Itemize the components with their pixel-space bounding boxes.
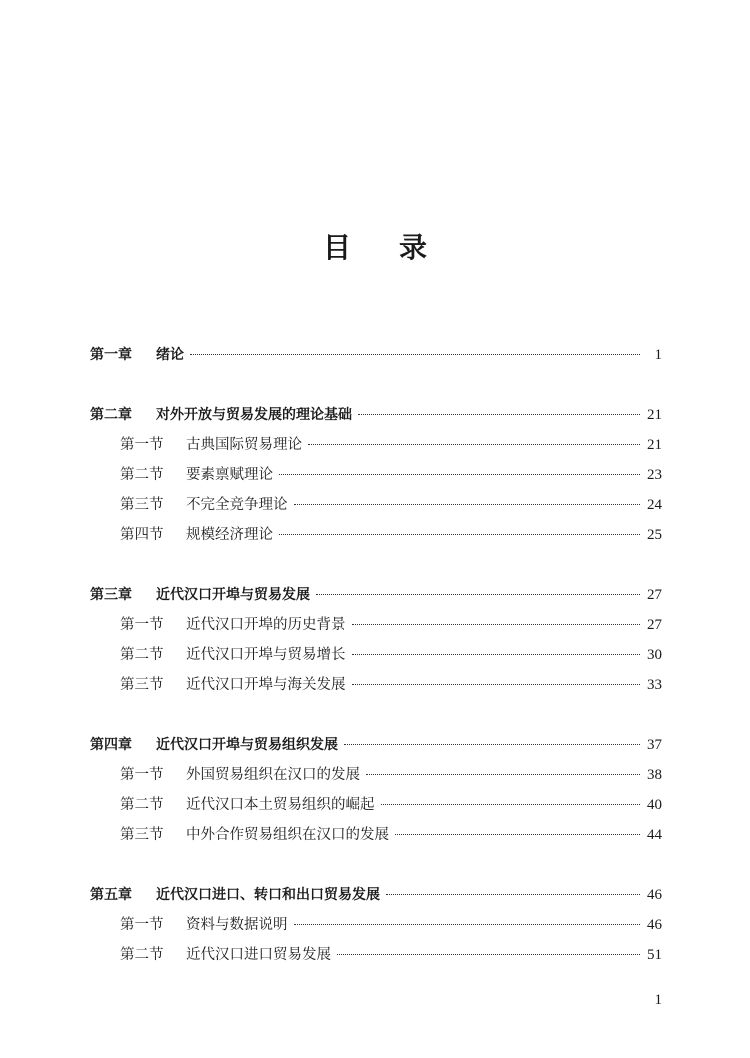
section-number: 第一节 bbox=[120, 767, 164, 783]
dot-leader bbox=[386, 894, 640, 895]
toc-section-2-2[interactable] bbox=[90, 460, 662, 490]
toc-section-2-4[interactable] bbox=[90, 520, 662, 550]
section-number: 第二节 bbox=[120, 947, 164, 963]
chapter-title: 对外开放与贸易发展的理论基础 bbox=[156, 407, 352, 423]
toc-chapter-1[interactable] bbox=[90, 340, 662, 370]
chapter-number: 第三章 bbox=[90, 587, 132, 603]
page-number: 37 bbox=[647, 737, 662, 753]
section-title: 近代汉口本土贸易组织的崛起 bbox=[186, 797, 375, 813]
dot-leader bbox=[294, 924, 641, 925]
page-number: 25 bbox=[647, 527, 662, 543]
page-number: 24 bbox=[647, 497, 662, 513]
toc-section-3-3[interactable] bbox=[90, 670, 662, 700]
page-number: 38 bbox=[647, 767, 662, 783]
dot-leader bbox=[308, 444, 640, 445]
dot-leader bbox=[190, 354, 640, 355]
chapter-title: 近代汉口进口、转口和出口贸易发展 bbox=[156, 887, 380, 903]
page-number: 21 bbox=[647, 437, 662, 453]
section-title: 要素禀赋理论 bbox=[186, 467, 273, 483]
chapter-title: 近代汉口开埠与贸易组织发展 bbox=[156, 737, 338, 753]
section-number: 第三节 bbox=[120, 677, 164, 693]
chapter-group bbox=[90, 400, 662, 550]
section-number: 第二节 bbox=[120, 467, 164, 483]
dot-leader bbox=[395, 834, 640, 835]
toc-section-3-1[interactable] bbox=[90, 610, 662, 640]
page-number: 33 bbox=[647, 677, 662, 693]
chapter-number: 第二章 bbox=[90, 407, 132, 423]
section-number: 第三节 bbox=[120, 827, 164, 843]
section-number: 第二节 bbox=[120, 647, 164, 663]
dot-leader bbox=[279, 474, 640, 475]
section-title: 不完全竞争理论 bbox=[186, 497, 288, 513]
section-title: 近代汉口开埠与海关发展 bbox=[186, 677, 346, 693]
page-number: 21 bbox=[647, 407, 662, 423]
page-number: 46 bbox=[647, 887, 662, 903]
section-title: 规模经济理论 bbox=[186, 527, 273, 543]
toc-chapter-4[interactable] bbox=[90, 730, 662, 760]
section-number: 第四节 bbox=[120, 527, 164, 543]
chapter-group bbox=[90, 880, 662, 970]
section-number: 第二节 bbox=[120, 797, 164, 813]
toc-section-5-1[interactable] bbox=[90, 910, 662, 940]
page-number: 1 bbox=[654, 347, 662, 363]
dot-leader bbox=[337, 954, 640, 955]
section-title: 外国贸易组织在汉口的发展 bbox=[186, 767, 360, 783]
page-number: 51 bbox=[647, 947, 662, 963]
dot-leader bbox=[352, 624, 641, 625]
toc-chapter-3[interactable] bbox=[90, 580, 662, 610]
dot-leader bbox=[294, 504, 641, 505]
section-title: 中外合作贸易组织在汉口的发展 bbox=[186, 827, 389, 843]
toc-section-2-1[interactable] bbox=[90, 430, 662, 460]
page-number: 30 bbox=[647, 647, 662, 663]
section-title: 古典国际贸易理论 bbox=[186, 437, 302, 453]
toc-section-4-1[interactable] bbox=[90, 760, 662, 790]
page-number: 46 bbox=[647, 917, 662, 933]
dot-leader bbox=[279, 534, 640, 535]
section-number: 第一节 bbox=[120, 917, 164, 933]
toc-section-5-2[interactable] bbox=[90, 940, 662, 970]
toc-section-4-3[interactable] bbox=[90, 820, 662, 850]
dot-leader bbox=[344, 744, 640, 745]
chapter-title: 绪论 bbox=[156, 347, 184, 363]
section-number: 第三节 bbox=[120, 497, 164, 513]
chapter-number: 第一章 bbox=[90, 347, 132, 363]
section-title: 近代汉口开埠的历史背景 bbox=[186, 617, 346, 633]
chapter-number: 第四章 bbox=[90, 737, 132, 753]
chapter-title: 近代汉口开埠与贸易发展 bbox=[156, 587, 310, 603]
table-of-contents bbox=[90, 340, 662, 1000]
toc-section-4-2[interactable] bbox=[90, 790, 662, 820]
toc-chapter-2[interactable] bbox=[90, 400, 662, 430]
chapter-number: 第五章 bbox=[90, 887, 132, 903]
page-title: 目录 bbox=[322, 231, 475, 264]
dot-leader bbox=[381, 804, 641, 805]
toc-chapter-5[interactable] bbox=[90, 880, 662, 910]
page-number: 40 bbox=[647, 797, 662, 813]
folio-page-number: 1 bbox=[654, 992, 662, 1008]
toc-section-2-3[interactable] bbox=[90, 490, 662, 520]
chapter-group bbox=[90, 340, 662, 370]
toc-section-3-2[interactable] bbox=[90, 640, 662, 670]
page-number: 27 bbox=[647, 587, 662, 603]
dot-leader bbox=[352, 654, 641, 655]
dot-leader bbox=[316, 594, 640, 595]
section-title: 近代汉口开埠与贸易增长 bbox=[186, 647, 346, 663]
section-number: 第一节 bbox=[120, 437, 164, 453]
dot-leader bbox=[366, 774, 640, 775]
chapter-group bbox=[90, 730, 662, 850]
page-number: 44 bbox=[647, 827, 662, 843]
page-number: 27 bbox=[647, 617, 662, 633]
dot-leader bbox=[352, 684, 641, 685]
dot-leader bbox=[358, 414, 640, 415]
section-number: 第一节 bbox=[120, 617, 164, 633]
section-title: 资料与数据说明 bbox=[186, 917, 288, 933]
section-title: 近代汉口进口贸易发展 bbox=[186, 947, 331, 963]
page-number: 23 bbox=[647, 467, 662, 483]
chapter-group bbox=[90, 580, 662, 700]
